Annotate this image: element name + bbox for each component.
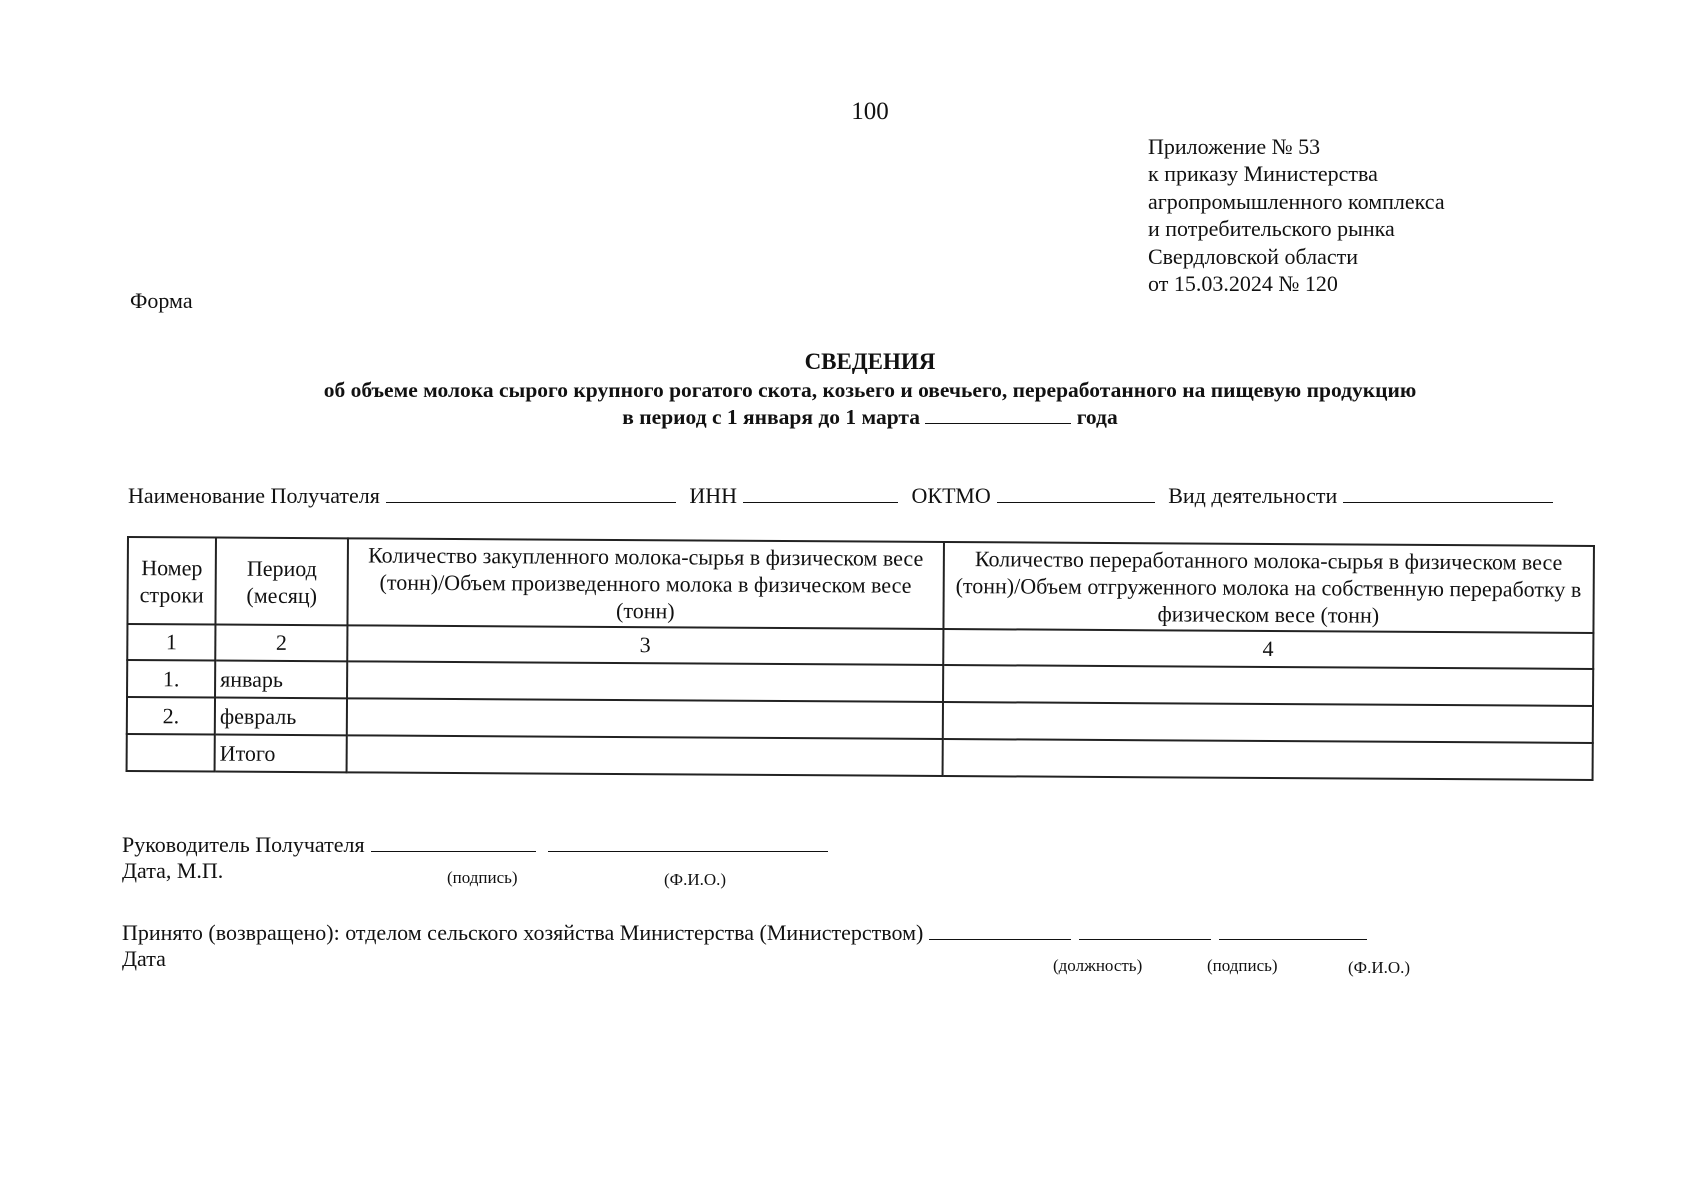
period-suffix: года [1076,405,1118,429]
row-processed-value[interactable] [943,665,1594,706]
table-header-row [127,537,1594,633]
appendix-reference [1148,133,1445,297]
acceptance-label: Принято (возвращено): отделом сельского хозяйства Министерства (Министерством) [122,920,924,945]
row-number: 1. [127,660,215,698]
row-processed-value[interactable] [942,739,1593,780]
header-processed-milk: Количество переработанного молока-сырья в физическом весе (тонн)/Объем отгруженного молока на собственную переработку в физическом весе (тонн) [943,542,1594,633]
column-number: 3 [347,625,943,665]
oktmo-label: ОКТМО [911,483,991,508]
title-heading: СВЕДЕНИЯ [804,349,936,374]
recipient-info-line [128,483,1561,509]
date-stamp-label: Дата, М.П. [122,858,224,883]
oktmo-blank[interactable] [997,484,1155,503]
row-period: февраль [215,698,347,736]
title-subtitle: об объеме молока сырого крупного рогатого скота, козьего и овечьего, переработанного на пищевую продукцию [323,378,1417,402]
acceptance-block [122,920,1411,977]
row-period: Итого [215,735,347,773]
acceptance-position-blank[interactable] [929,921,1071,940]
activity-blank[interactable] [1343,484,1553,503]
caption-signature: (подпись) [1207,956,1278,975]
appendix-line: от 15.03.2024 № 120 [1148,271,1338,297]
caption-position: (должность) [1053,956,1143,975]
page-number: 100 [851,98,889,125]
head-name-blank[interactable] [548,833,828,852]
head-signature-blank[interactable] [371,833,536,852]
caption-full-name: (Ф.И.О.) [664,870,727,889]
appendix-line: агропромышленного комплекса [1148,188,1445,214]
year-blank[interactable] [925,405,1071,424]
column-number: 4 [943,629,1594,669]
row-purchased-value[interactable] [347,698,943,739]
head-label: Руководитель Получателя [122,832,365,857]
recipient-name-blank[interactable] [386,484,676,503]
inn-blank[interactable] [743,484,898,503]
recipient-name-label: Наименование Получателя [128,483,380,508]
caption-full-name: (Ф.И.О.) [1348,958,1411,977]
row-number: 2. [127,697,215,735]
period-prefix: в период с 1 января до 1 марта [622,405,920,429]
column-number: 1 [127,624,215,661]
header-period: Период (месяц) [216,538,349,626]
activity-label: Вид деятельности [1168,483,1338,508]
table-total-row [127,734,1593,780]
document-title [0,347,1697,431]
row-period: январь [215,661,347,699]
header-purchased-milk: Количество закупленного молока-сырья в физическом весе (тонн)/Объем произведенного молока в физическом весе (тонн) [348,538,944,629]
row-purchased-value[interactable] [347,735,943,776]
acceptance-date-label: Дата [122,946,166,971]
title-period [0,404,1697,431]
caption-signature: (подпись) [447,868,518,887]
form-label: Форма [130,288,193,313]
data-table [126,536,1595,781]
acceptance-signature-blank[interactable] [1079,921,1211,940]
appendix-line: к приказу Министерства [1148,161,1378,187]
recipient-signature-block [122,832,828,889]
head-signature-line [122,832,828,858]
acceptance-line [122,920,1367,946]
header-row-number: Номер строки [127,537,216,625]
appendix-line: и потребительского рынка [1148,216,1395,242]
acceptance-name-blank[interactable] [1219,921,1367,940]
column-number: 2 [215,625,347,662]
row-processed-value[interactable] [942,702,1593,743]
row-purchased-value[interactable] [347,661,943,702]
inn-label: ИНН [689,483,738,508]
row-number [127,734,215,772]
appendix-line: Свердловской области [1148,243,1358,269]
appendix-line: Приложение № 53 [1148,134,1321,159]
